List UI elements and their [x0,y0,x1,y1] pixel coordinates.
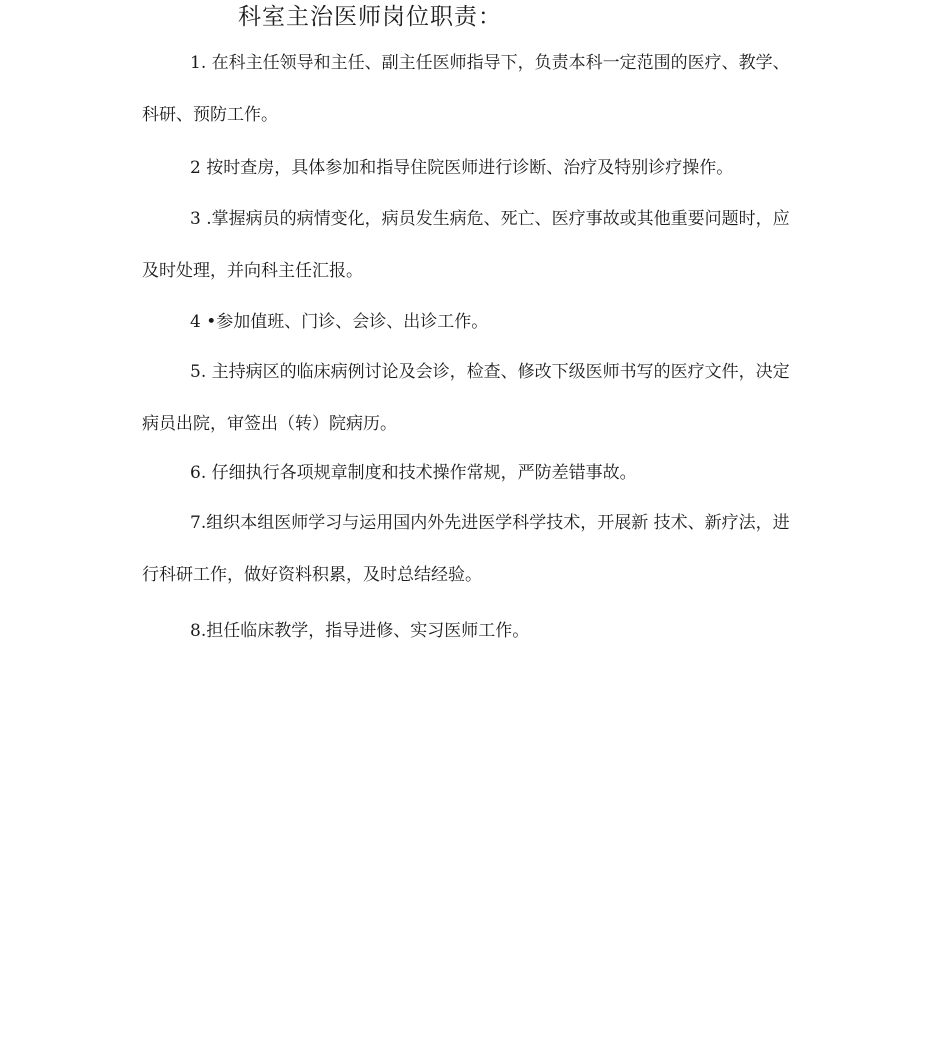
duty-item-4: 4 •参加值班、门诊、会诊、出诊工作。 [190,312,489,332]
duty-item-5: 5. 主持病区的临床病例讨论及会诊，检查、修改下级医师书写的医疗文件，决定病员出院，审签出（转）院病历。 [142,362,790,434]
duty-item-1: 1. 在科主任领导和主任、副主任医师指导下，负责本科一定范围的医疗、教学、科研、预防工作。 [142,53,790,125]
duty-item-2: 2 按时查房，具体参加和指导住院医师进行诊断、治疗及特别诊疗操作。 [190,158,734,178]
duty-item-3: 3 .掌握病员的病情变化，病员发生病危、死亡、医疗事故或其他重要问题时，应及时处理，并向科主任汇报。 [142,209,790,281]
document-title: 科室主治医师岗位职责： [238,4,502,30]
duty-item-8: 8.担任临床教学，指导进修、实习医师工作。 [190,621,530,641]
duty-item-7: 7.组织本组医师学习与运用国内外先进医学科学技术，开展新 技术、新疗法，进行科研工作，做好资料积累，及时总结经验。 [142,513,790,585]
duty-item-6: 6. 仔细执行各项规章制度和技术操作常规，严防差错事故。 [190,463,637,483]
